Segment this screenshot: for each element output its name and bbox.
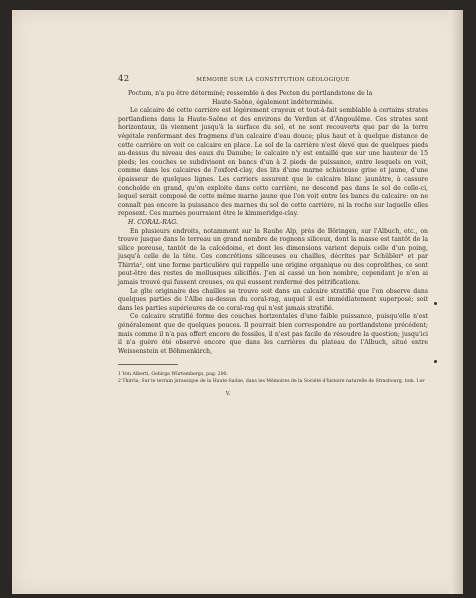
page-body — [118, 90, 428, 356]
page-header — [118, 76, 428, 90]
running-title: MÉMOIRE SUR LA CONSTITUTION GÉOLOGIQUE — [196, 77, 350, 83]
speck-mark — [434, 360, 437, 363]
footnote-rule — [118, 364, 178, 369]
paragraph: Le calcaire de cette carrière est légèrement crayeux et tout-à-fait semblable à certains strates portlandiens dans la Haute-Saône et des environs de Verdun et d'Angoulême. Ces strates sont horizontaux, ils viennent jusqu'à la surface du sol, et ne sont recouverts que par de la terre végétale renfermant des fragmens d'un calcaire d'eau douce; plus haut et à quelque distance de cette carrière on voit ce calcaire en place. Le sol de la carrière n'est élevé que de quelques pieds au-dessus du niveau des eaux du Danube; le calcaire n'y est entaillé que sur une hauteur de 15 pieds; les couches se subdivisent en bancs d'un à 2 pieds de puissance, entre lesquels on voit, comme dans les calcaires de l'oxford-clay, des lits d'une marne schisteuse grise et jaune, d'une épaisseur de quelques lignes. Les carriers assurent que le calcaire blanc jaunâtre, à cassure conchoïde en grand, qu'on exploite dans cette carrière, ne descend pas dans le sol de celle-ci, lequel serait composé de cette même marne jaune que l'on voit entre les bancs du calcaire: on ne connaît pas encore la puissance des marnes du sol de cette carrière, ni la roche sur laquelle elles reposent. Ces marnes pourraient être le kimmeridge-clay. — [118, 107, 428, 218]
paragraph: Le gîte originaire des chailles se trouve soit dans un calcaire stratifié que l'on observe dans quelques parties de l'Albe au-dessus du coral-rag, auquel il est immédiatement superposé; soit dans les parties supérieures de ce coral-rag qui n'est jamais stratifié. — [118, 287, 428, 312]
book-page — [12, 10, 463, 594]
paragraph: En plusieurs endroits, notamment sur la Rauhe Alp, près de Böringen, sur l'Albuch, etc., on trouve jusque dans le terreau un grand nombre de rognons siliceux, dont la masse est tantôt de la silice poreuse, tantôt de la calcédoine, et dont les dimensions varient depuis celle d'un poing, jusqu'à celle de la tête. Ces concrétions siliceuses ou chailles, décrites par Schübler¹ et par Thirria², ont une forme particulière qui rappelle une origine organique ou des coprolithes, ce sont peut-être des restes de mollusques silicifiés. J'en ai cassé un bon nombre, cependant je n'en ai jamais trouvé qui fussent creuses, ou qui eussent renfermé des pétrifications. — [118, 227, 428, 287]
paragraph: Ce calcaire stratifié forme des couches horizontales d'une faible puissance, puisqu'elle n'est généralement que de quelques pouces. Il pourrait bien correspondre au portlandstone précédent; mais comme il n'a pas offert encore de fossiles, il n'est pas facile de résoudre la question; jusqu'ici il n'a guère été observé encore que dans les carrières du plateau de l'Albuch, situé entre Weissenstein et Böhmenkirch, — [118, 313, 428, 355]
signature-mark: V. — [225, 390, 231, 397]
page-content — [118, 76, 428, 397]
footnotes — [118, 372, 428, 384]
page-number: 42 — [118, 74, 130, 84]
footnote: 2 Thirria, Sur le terrain jurassique de la Haute-Saône, dans les Mémoires de la Société d'histoire naturelle de Strasbourg, tom. I.er — [118, 378, 425, 384]
footnote: 1 Von Alberti, Gebirge Würtembergs, pag. 200. — [118, 372, 228, 378]
section-heading: H. CORAL-RAG. — [128, 218, 178, 226]
page-spine-shadow — [449, 10, 463, 594]
paragraph: Haute-Saône, également indéterminés. — [212, 98, 334, 106]
paragraph: Poctum, n'a pu être déterminé; ressemble à des Pecten du portlandstone de la — [128, 90, 373, 97]
speck-mark — [434, 302, 437, 305]
